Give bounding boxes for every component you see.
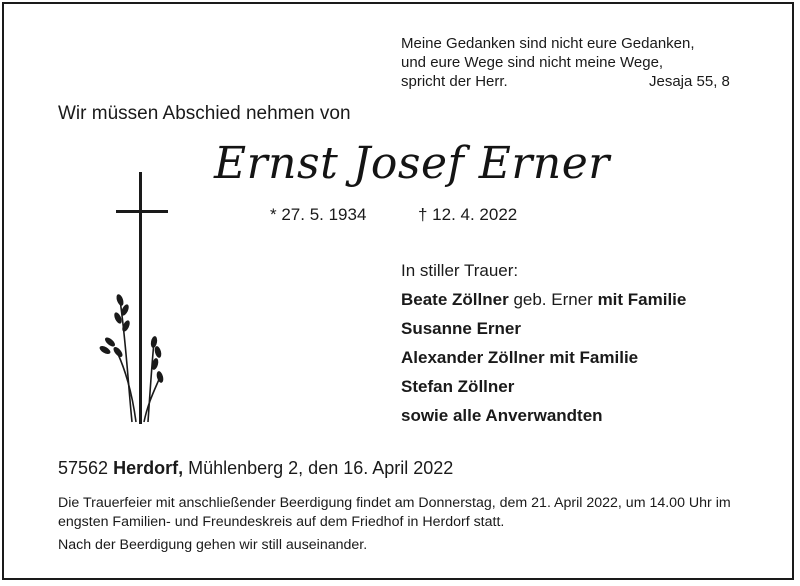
mourner-2 (401, 319, 521, 339)
mourner-5-name: sowie alle Anverwandten (401, 406, 603, 425)
mourner-5 (401, 406, 603, 426)
mourner-2-name: Susanne Erner (401, 319, 521, 338)
mourner-1 (401, 290, 686, 310)
deceased-name: Ernst Josef Erner (214, 138, 610, 189)
mourners-intro: In stiller Trauer: (401, 261, 519, 280)
mourner-1-note: geb. Erner (513, 290, 593, 309)
quote-line-1: Meine Gedanken sind nicht eure Gedanken, (401, 35, 695, 52)
death-date: † 12. 4. 2022 (418, 205, 518, 224)
funeral-notice: Die Trauerfeier mit anschließender Beerdigung findet am Donnerstag, dem 21. April 2022, um 14.00 Uhr im engsten Familien- und Freundeskreis auf dem Friedhof in Herdorf statt. (58, 495, 731, 530)
quote-line-2: und eure Wege sind nicht meine Wege, (401, 54, 664, 71)
quote-line-3: spricht der Herr. (401, 73, 508, 90)
address-date: Mühlenberg 2, den 16. April 2022 (188, 458, 454, 478)
mourner-1-name: Beate Zöllner (401, 290, 509, 309)
mourner-4-name: Stefan Zöllner (401, 377, 515, 396)
intro-text: Wir müssen Abschied nehmen von (58, 103, 351, 124)
quote-reference: Jesaja 55, 8 (649, 73, 730, 90)
birth-date: * 27. 5. 1934 (270, 205, 367, 224)
mourner-1-suffix: mit Familie (597, 290, 687, 309)
mourner-4 (401, 377, 514, 397)
town: Herdorf, (113, 458, 184, 478)
mourner-3-name: Alexander Zöllner mit Familie (401, 348, 639, 367)
mourner-3 (401, 348, 638, 368)
after-funeral-notice: Nach der Beerdigung gehen wir still auseinander. (58, 537, 368, 553)
postcode: 57562 (58, 458, 109, 478)
cross-wheat-icon (96, 172, 186, 432)
place-date-line (58, 458, 453, 479)
